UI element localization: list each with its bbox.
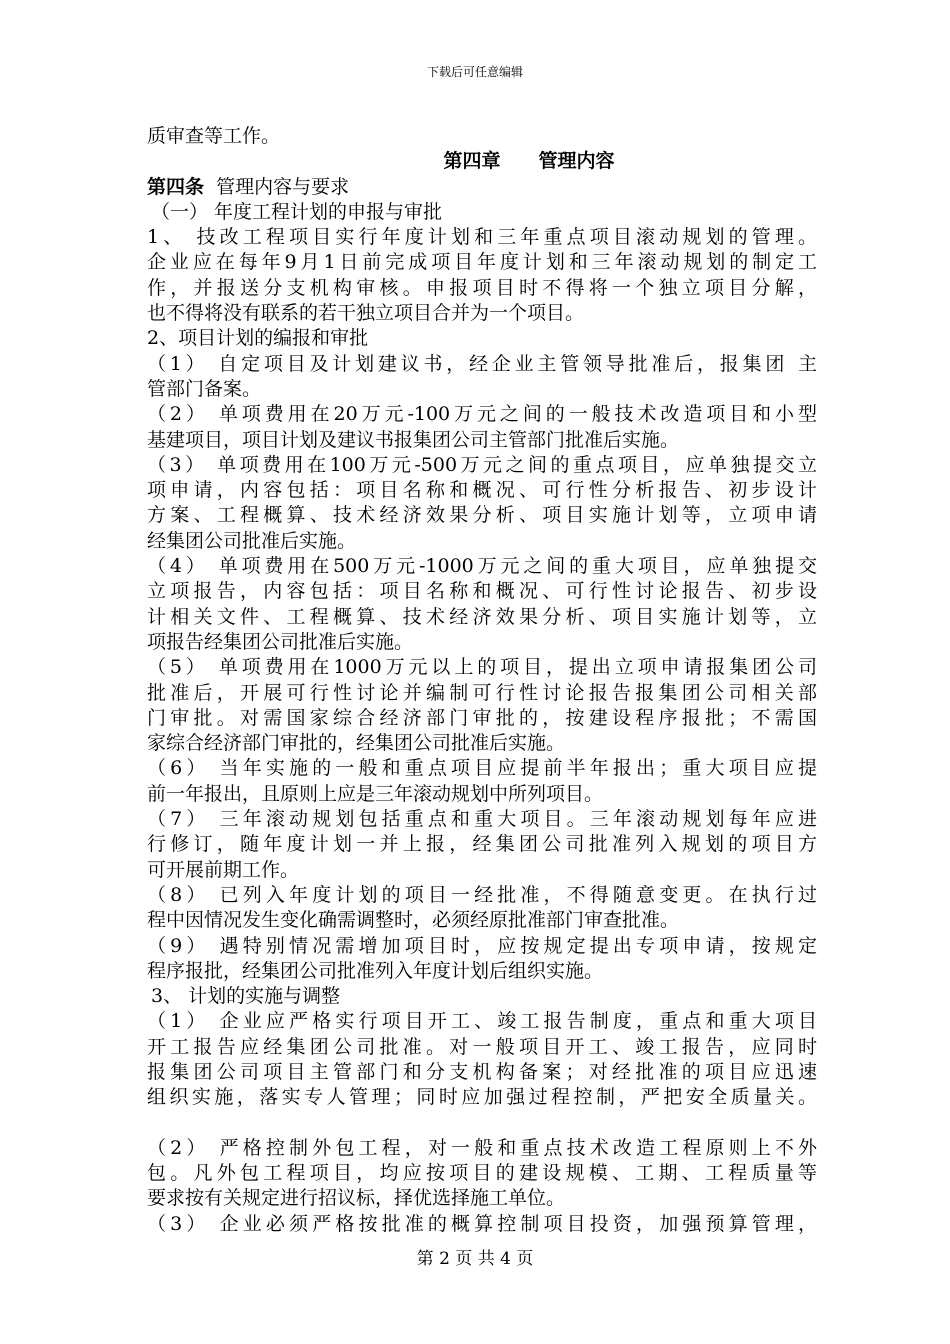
text-line: 要求按有关规定进行招议标，择优选择施工单位。 — [147, 1187, 566, 1210]
text-line: 也不得将没有联系的若干独立项目合并为一个项目。 — [147, 302, 585, 325]
text-line: 开工报告应经集团公司批准。对一般项目开工、竣工报告，应同时 — [147, 1035, 817, 1058]
text-line: （2） 单项费用在20万元-100万元之间的一般技术改造项目和小型 — [147, 403, 817, 426]
header-note: 下载后可任意编辑 — [426, 65, 523, 79]
text-line: （3） 企业必须严格按批准的概算控制项目投资，加强预算管理， — [147, 1212, 817, 1235]
text-line: 1、 技改工程项目实行年度计划和三年重点项目滚动规划的管理。 — [147, 226, 817, 249]
text-line: 程中因情况发生变化确需调整时，必须经原批准部门审查批准。 — [147, 909, 680, 932]
text-line: （2） 严格控制外包工程，对一般和重点技术改造工程原则上不外 — [147, 1136, 817, 1159]
text-line: 经集团公司批准后实施。 — [147, 529, 357, 552]
chapter-title — [241, 149, 817, 174]
text-line: 家综合经济部门审批的，经集团公司批准后实施。 — [147, 732, 566, 755]
blank-line — [147, 1111, 817, 1136]
chapter-number: 第四章 — [443, 150, 501, 173]
text-line: 计相关文件、工程概算、技术经济效果分析、项目实施计划等，立 — [147, 605, 817, 628]
text-line: （1） 企业应严格实行项目开工、竣工报告制度，重点和重大项目 — [147, 1010, 817, 1033]
text-line: 前一年报出，且原则上应是三年滚动规划中所列项目。 — [147, 782, 604, 805]
text-line: 作，并报送分支机构审核。申报项目时不得将一个独立项目分解， — [147, 276, 817, 299]
section-heading: 3、 计划的实施与调整 — [151, 985, 341, 1008]
text-line: 可开展前期工作。 — [147, 858, 300, 881]
article-heading — [147, 175, 817, 200]
text-line: （8） 已列入年度计划的项目一经批准，不得随意变更。在执行过 — [147, 883, 817, 906]
chapter-name: 管理内容 — [538, 150, 615, 173]
text-line: （3） 单项费用在100万元-500万元之间的重点项目，应单独提交立 — [147, 453, 817, 476]
text-line: 行修订，随年度计划一并上报，经集团公司批准列入规划的项目方 — [147, 833, 817, 856]
text-line: 包。凡外包工程项目，均应按项目的建设规模、工期、工程质量等 — [147, 1162, 817, 1185]
text-line: （9） 遇特别情况需增加项目时，应按规定提出专项申请，按规定 — [147, 934, 817, 957]
article-number: 第四条 — [147, 175, 205, 198]
section-heading: （一） 年度工程计划的申报与审批 — [151, 200, 443, 223]
text-line: 质审查等工作。 — [147, 125, 281, 147]
text-line: 报集团公司项目主管部门和分支机构备案；对经批准的项目应迅速 — [147, 1060, 817, 1083]
text-line: 门审批。对需国家综合经济部门审批的，按建设程序报批；不需国 — [147, 706, 817, 729]
text-line: （4） 单项费用在500万元-1000万元之间的重大项目，应单独提交 — [147, 555, 817, 578]
text-line: 组织实施，落实专人管理；同时应加强过程控制，严把安全质量关。 — [147, 1086, 817, 1109]
text-line: 企业应在每年9月1日前完成项目年度计划和三年滚动规划的制定工 — [147, 251, 817, 274]
text-line: （7） 三年滚动规划包括重点和重大项目。三年滚动规划每年应进 — [147, 808, 817, 831]
text-line: 方案、工程概算、技术经济效果分析、项目实施计划等，立项申请 — [147, 504, 817, 527]
text-line: 批准后，开展可行性讨论并编制可行性讨论报告报集团公司相关部 — [147, 681, 817, 704]
text-line: 立项报告，内容包括：项目名称和概况、可行性讨论报告、初步设 — [147, 580, 817, 603]
page-footer: 第 2 页 共 4 页 — [416, 1249, 534, 1269]
text-line: （5） 单项费用在1000万元以上的项目，提出立项申请报集团公司 — [147, 656, 817, 679]
document-body — [147, 124, 817, 1237]
text-line: 基建项目，项目计划及建议书报集团公司主管部门批准后实施。 — [147, 428, 680, 451]
text-line: 项报告经集团公司批准后实施。 — [147, 630, 414, 653]
text-line: 项申请，内容包括：项目名称和概况、可行性分析报告、初步设计 — [147, 479, 817, 502]
text-line: 程序报批，经集团公司批准列入年度计划后组织实施。 — [147, 959, 604, 982]
text-line: （6） 当年实施的一般和重点项目应提前半年报出；重大项目应提 — [147, 757, 817, 780]
section-heading: 2、项目计划的编报和审批 — [147, 327, 369, 350]
text-line: 管部门备案。 — [147, 377, 262, 400]
text-line: （1） 自定项目及计划建议书，经企业主管领导批准后，报集团 主 — [147, 352, 817, 375]
article-title: 管理内容与要求 — [216, 175, 350, 198]
